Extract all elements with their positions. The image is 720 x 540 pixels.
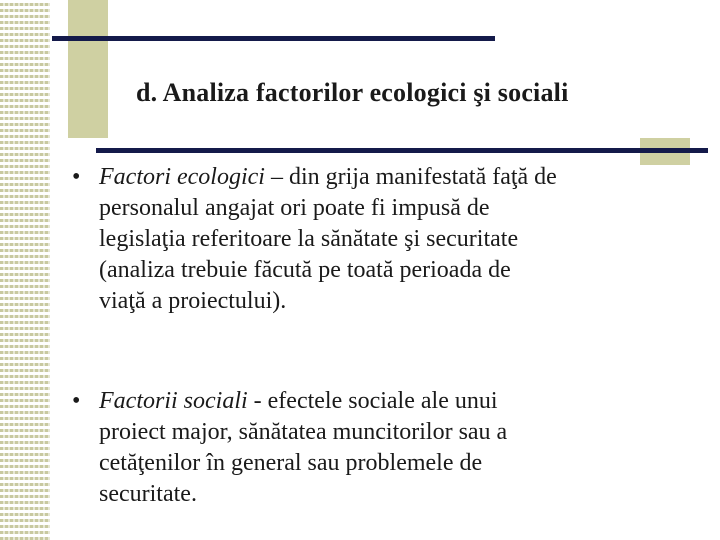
bullet-symbol: • [72, 164, 81, 190]
title-underline-rule [96, 148, 708, 153]
bullet-line: viaţă a proiectului). [99, 288, 287, 314]
bullet-symbol: • [72, 388, 81, 414]
bullet-line [99, 386, 712, 417]
bullet-line: legislaţia referitoare la sănătate şi securitate [99, 226, 519, 252]
bullet-line: (analiza trebuie făcută pe toată perioada de [99, 257, 511, 283]
bullet-item-factori-ecologici [72, 162, 712, 317]
bullet-line: securitate. [99, 481, 197, 507]
title-accent-box [68, 0, 108, 138]
bullet-line: personalul angajat ori poate fi impusă de [99, 195, 490, 221]
bullet-text [99, 386, 712, 510]
bullet-term: Factorii sociali [99, 388, 248, 414]
bullet-line-text: – din grija manifestată faţă de [264, 164, 557, 190]
top-rule-line [52, 36, 495, 41]
bullet-line-text: - efectele sociale ale unui [247, 388, 498, 414]
bullet-term: Factori ecologici [99, 164, 265, 190]
bullet-item-factorii-sociali [72, 386, 712, 510]
bullet-line: proiect major, sănătatea muncitorilor sau a [99, 419, 508, 445]
slide-title: d. Analiza factorilor ecologici şi sociali [136, 78, 569, 107]
decorative-stripe-column [0, 0, 50, 540]
bullet-text [99, 162, 712, 317]
bullet-line [99, 162, 712, 193]
bullet-line: cetăţenilor în general sau problemele de [99, 450, 483, 476]
